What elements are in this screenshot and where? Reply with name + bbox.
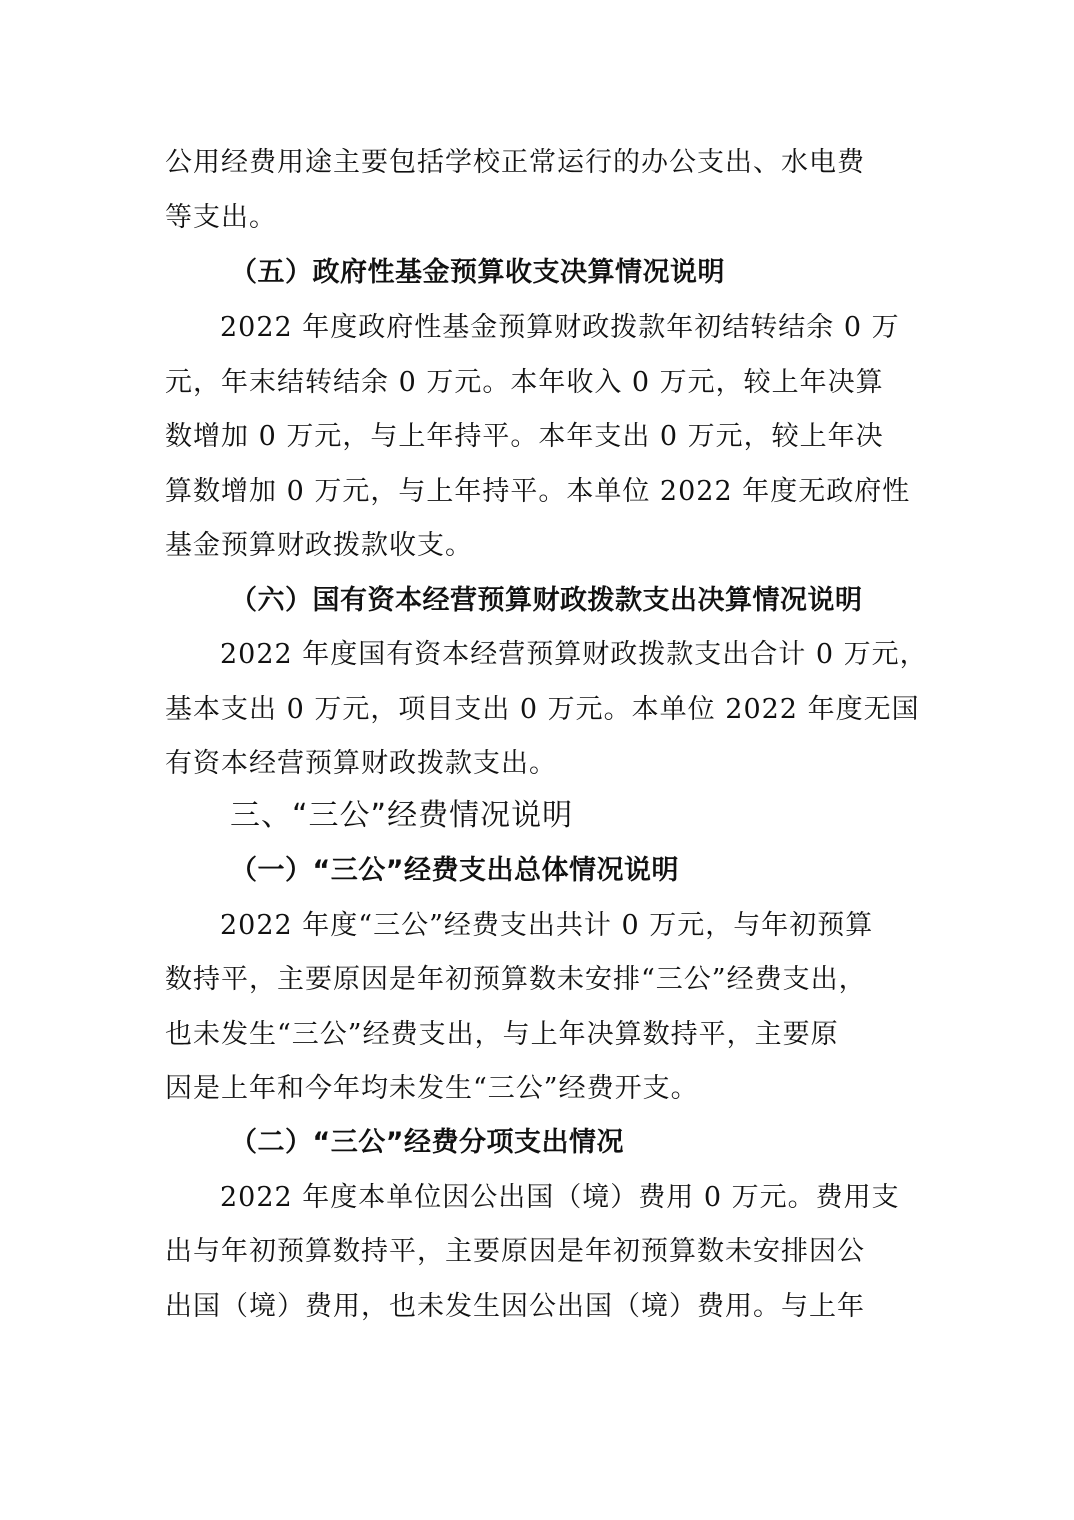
paragraph-line: 因是上年和今年均未发生“三公”经费开支。 <box>165 1073 699 1104</box>
subsection-heading-one: （一）“三公”经费支出总体情况说明 <box>230 855 679 886</box>
paragraph-line: 数持平，主要原因是年初预算数未安排“三公”经费支出， <box>165 964 867 995</box>
paragraph-line: 数增加 0 万元，与上年持平。本年支出 0 万元，较上年决 <box>165 421 884 452</box>
subsection-heading-two: （二）“三公”经费分项支出情况 <box>230 1127 624 1158</box>
paragraph-line: 公用经费用途主要包括学校正常运行的办公支出、水电费 <box>165 147 865 178</box>
paragraph-line: 2022 年度政府性基金预算财政拨款年初结转结余 0 万 <box>220 312 900 343</box>
paragraph-line: 也未发生“三公”经费支出，与上年决算数持平，主要原 <box>165 1019 839 1050</box>
paragraph-line: 元，年末结转结余 0 万元。本年收入 0 万元，较上年决算 <box>165 367 884 398</box>
subsection-heading-six: （六）国有资本经营预算财政拨款支出决算情况说明 <box>230 585 863 616</box>
paragraph-line: 基本支出 0 万元，项目支出 0 万元。本单位 2022 年度无国 <box>165 694 920 725</box>
paragraph-line: 基金预算财政拨款收支。 <box>165 530 473 561</box>
paragraph-line: 出国（境）费用，也未发生因公出国（境）费用。与上年 <box>165 1291 865 1322</box>
paragraph-line: 等支出。 <box>165 202 277 233</box>
paragraph-line: 出与年初预算数持平，主要原因是年初预算数未安排因公 <box>165 1236 865 1267</box>
paragraph-line: 算数增加 0 万元，与上年持平。本单位 2022 年度无政府性 <box>165 476 911 507</box>
subsection-heading-five: （五）政府性基金预算收支决算情况说明 <box>230 257 725 288</box>
paragraph-line: 有资本经营预算财政拨款支出。 <box>165 748 557 779</box>
section-heading-three: 三、“三公”经费情况说明 <box>230 798 574 833</box>
paragraph-line: 2022 年度国有资本经营预算财政拨款支出合计 0 万元， <box>220 639 928 670</box>
paragraph-line: 2022 年度“三公”经费支出共计 0 万元，与年初预算 <box>220 910 874 941</box>
paragraph-line: 2022 年度本单位因公出国（境）费用 0 万元。费用支 <box>220 1182 900 1213</box>
